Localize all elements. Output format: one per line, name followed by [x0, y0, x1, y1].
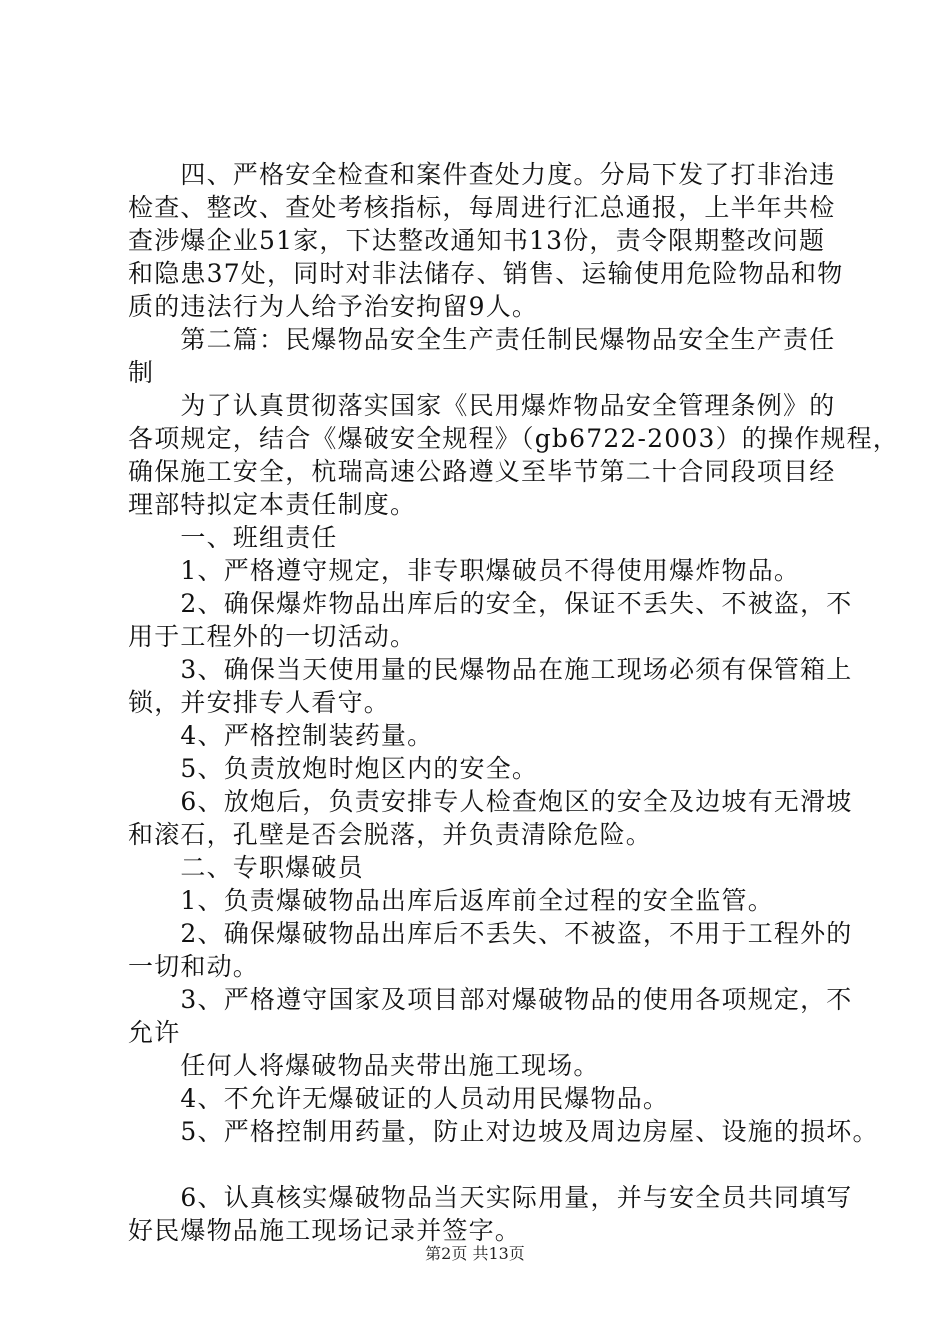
text-line: 2、确保爆炸物品出库后的安全，保证不丢失、不被盗，不 [128, 589, 853, 618]
text-line: 好民爆物品施工现场记录并签字。 [128, 1216, 522, 1245]
text-line: 理部特拟定本责任制度。 [128, 490, 417, 519]
text-line: 确保施工安全，杭瑞高速公路遵义至毕节第二十合同段项目经 [128, 457, 836, 486]
text-line: 任何人将爆破物品夹带出施工现场。 [128, 1051, 600, 1080]
text-line: 4、不允许无爆破证的人员动用民爆物品。 [128, 1084, 670, 1113]
text-line: 第二篇：民爆物品安全生产责任制民爆物品安全生产责任 [128, 325, 836, 354]
text-line: 4、严格控制装药量。 [128, 721, 434, 750]
text-line: 和滚石，孔壁是否会脱落，并负责清除危险。 [128, 820, 653, 849]
text-line: 和隐患37处，同时对非法储存、销售、运输使用危险物品和物 [128, 259, 844, 288]
text-line: 检查、整改、查处考核指标，每周进行汇总通报，上半年共检 [128, 193, 836, 222]
text-line: 锁，并安排专人看守。 [128, 688, 391, 717]
text-line: 3、严格遵守国家及项目部对爆破物品的使用各项规定，不 [128, 985, 853, 1014]
text-line: 二、专职爆破员 [128, 853, 364, 882]
text-line [128, 1148, 840, 1181]
text-line: 为了认真贯彻落实国家《民用爆炸物品安全管理条例》的 [128, 391, 836, 420]
document-body [128, 158, 900, 1247]
text-line: 5、负责放炮时炮区内的安全。 [128, 754, 539, 783]
text-line: 一切和动。 [128, 952, 260, 981]
text-line: 用于工程外的一切活动。 [128, 622, 417, 651]
text-line: 6、放炮后，负责安排专人检查炮区的安全及边坡有无滑坡 [128, 787, 853, 816]
text-line: 6、认真核实爆破物品当天实际用量，并与安全员共同填写 [128, 1183, 853, 1212]
text-line: 3、确保当天使用量的民爆物品在施工现场必须有保管箱上 [128, 655, 853, 684]
text-line: 2、确保爆破物品出库后不丢失、不被盗，不用于工程外的 [128, 919, 853, 948]
text-line: 一、班组责任 [128, 523, 338, 552]
text-line: 制 [128, 358, 155, 387]
text-line: 四、严格安全检查和案件查处力度。分局下发了打非治违 [128, 160, 836, 189]
page-footer: 第2页 共13页 [425, 1244, 525, 1263]
text-line: 1、负责爆破物品出库后返库前全过程的安全监管。 [128, 886, 774, 915]
text-line: 5、严格控制用药量，防止对边坡及周边房屋、设施的损坏。 [128, 1117, 879, 1146]
text-line: 1、严格遵守规定，非专职爆破员不得使用爆炸物品。 [128, 556, 801, 585]
text-line: 查涉爆企业51家，下达整改通知书13份，责令限期整改问题 [128, 226, 826, 255]
text-line: 质的违法行为人给予治安拘留9人。 [128, 292, 539, 321]
text-line: 各项规定，结合《爆破安全规程》（gb6722-2003）的操作规程， [128, 424, 900, 453]
text-line: 允许 [128, 1018, 181, 1047]
